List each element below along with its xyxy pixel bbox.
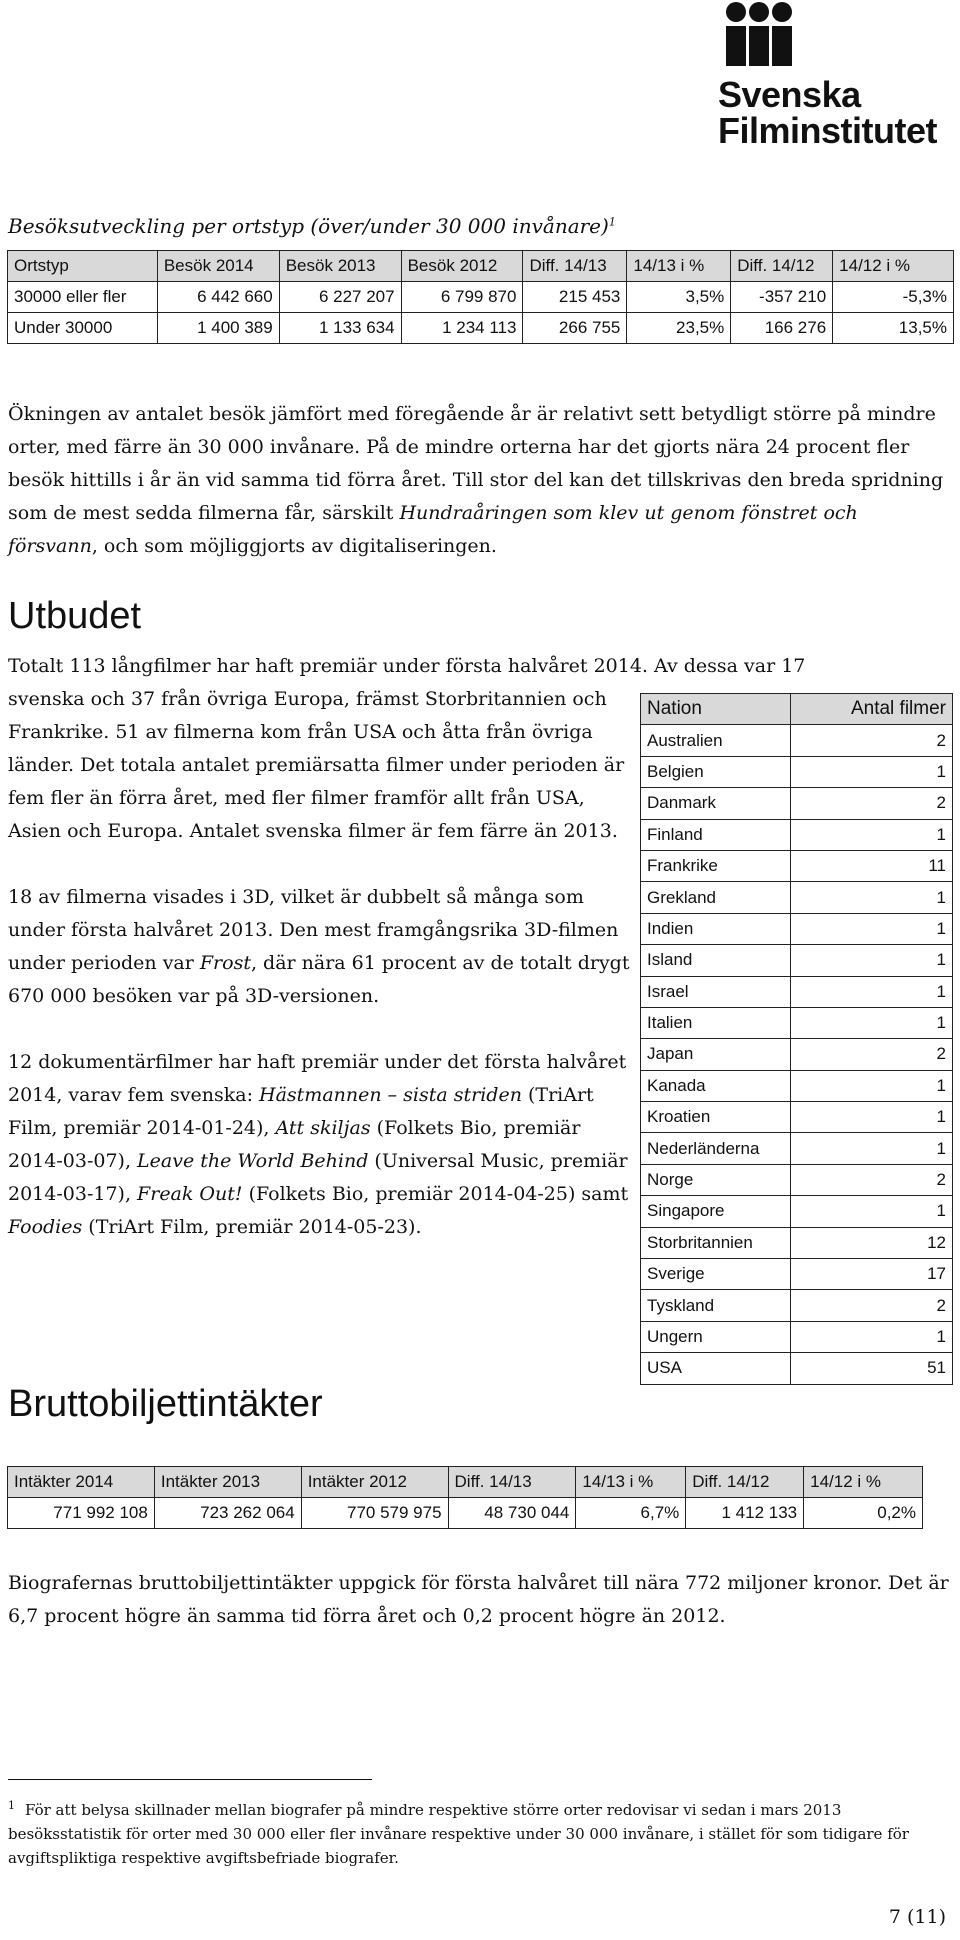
table-row — [641, 976, 953, 1007]
para1-text-a: Ökningen av antalet besök jämfört med föregående år är relativt sett betydligt större på mindre orter, med färre än 30 000 invånare. På de mindre orterna har det gjorts nära 24 procent fler besök hittills i år än vid samma tid förra året. Till stor del kan det tillskrivas den breda spridning som de mest sedda filmerna får, särskilt — [8, 403, 944, 524]
table-row — [641, 1321, 953, 1352]
visits-paragraph — [8, 398, 953, 563]
column-header: Intäkter 2013 — [154, 1467, 301, 1498]
table-row — [641, 1102, 953, 1133]
table-cell: 771 992 108 — [8, 1498, 155, 1529]
logo-mark-icon — [724, 2, 794, 68]
table-cell: 166 276 — [731, 313, 833, 344]
visits-table — [7, 250, 954, 344]
column-header: Nation — [641, 694, 791, 725]
nation-name: Nederländerna — [641, 1133, 791, 1164]
text-segment: (TriArt Film, premiär 2014-05-23). — [82, 1216, 422, 1238]
table-row — [641, 1039, 953, 1070]
column-header: 14/13 i % — [576, 1467, 686, 1498]
utbudet-column — [8, 683, 636, 1244]
film-count: 1 — [790, 1070, 952, 1101]
nation-table — [640, 693, 953, 1385]
table-cell: -357 210 — [731, 282, 833, 313]
film-count: 1 — [790, 1196, 952, 1227]
nation-name: Danmark — [641, 788, 791, 819]
table-cell: 0,2% — [804, 1498, 923, 1529]
table-row — [641, 756, 953, 787]
nation-name: Singapore — [641, 1196, 791, 1227]
column-header: Intäkter 2014 — [8, 1467, 155, 1498]
table-cell: 215 453 — [523, 282, 627, 313]
p2-text-b: , där nära 61 procent av de totalt drygt 670 000 besöken var på 3D-versionen. — [8, 952, 630, 1007]
text-segment: (TriArt Film, premiär 2014-01-24), — [8, 1084, 594, 1139]
nation-name: Indien — [641, 913, 791, 944]
nation-name: Belgien — [641, 756, 791, 787]
table-row — [641, 1290, 953, 1321]
film-title: Att skiljas — [275, 1117, 371, 1139]
table-row — [641, 850, 953, 881]
table-cell: 23,5% — [627, 313, 731, 344]
film-title: Freak Out! — [137, 1183, 243, 1205]
text-segment: (Universal Music, premiär 2014-03-17), — [8, 1150, 628, 1205]
brutto-paragraph — [8, 1567, 953, 1633]
film-count: 2 — [790, 725, 952, 756]
table-row — [641, 1070, 953, 1101]
table-cell: 1 400 389 — [157, 313, 279, 344]
nation-name: Japan — [641, 1039, 791, 1070]
table-row — [641, 1353, 953, 1384]
section-heading-utbudet: Utbudet — [8, 595, 142, 637]
nation-name: Storbritannien — [641, 1227, 791, 1258]
brutto-table — [7, 1466, 923, 1529]
nation-name: Norge — [641, 1164, 791, 1195]
utbudet-intro-line — [8, 650, 953, 683]
table-row — [641, 1259, 953, 1290]
text-segment: (Folkets Bio, premiär 2014-03-07), — [8, 1117, 581, 1172]
film-count: 11 — [790, 850, 952, 881]
film-count: 12 — [790, 1227, 952, 1258]
table-row — [641, 788, 953, 819]
film-count: 51 — [790, 1353, 952, 1384]
section-heading-brutto: Bruttobiljettintäkter — [8, 1383, 323, 1425]
footnote-ref: 1 — [608, 215, 616, 229]
footnote-text: För att belysa skillnader mellan biografer på mindre respektive större orter redovisar vi sedan i mars 2013 besöksstatistik för orter med 30 000 eller fler invånare respektive under 30 000 invånare, i stället för som tidigare för avgiftspliktiga respektive avgiftsbefriade biografer. — [8, 1801, 909, 1867]
table-cell: 1 412 133 — [686, 1498, 804, 1529]
footnote-mark: 1 — [8, 1799, 15, 1812]
table-row — [641, 882, 953, 913]
footnote — [8, 1794, 953, 1870]
table-row — [641, 1196, 953, 1227]
table-cell: 1 234 113 — [401, 313, 523, 344]
nation-name: Kanada — [641, 1070, 791, 1101]
intro-text: Totalt 113 långfilmer har haft premiär under första halvåret 2014. Av dessa var 17 — [8, 655, 806, 677]
table-cell: 723 262 064 — [154, 1498, 301, 1529]
utbudet-paragraph-3 — [8, 1046, 636, 1244]
column-header: Besök 2013 — [279, 251, 401, 282]
column-header: Besök 2012 — [401, 251, 523, 282]
logo-text-line2: Filminstitutet — [718, 110, 937, 151]
table-cell: 6,7% — [576, 1498, 686, 1529]
utbudet-paragraph-1: svenska och 37 från övriga Europa, främst Storbritannien och Frankrike. 51 av filmerna kom från USA och åtta från övriga länder. Det totala antalet premiärsatta filmer under perioden är fem fler än förra året, med fler filmer framför allt från USA, Asien och Europa. Antalet svenska filmer är fem färre än 2013. — [8, 688, 625, 842]
nation-name: Sverige — [641, 1259, 791, 1290]
table-row — [8, 313, 954, 344]
p2-text-a: 18 av filmerna visades i 3D, vilket är dubbelt så många som under första halvåret 2013. Den mest framgångsrika 3D-filmen under perioden var — [8, 886, 619, 974]
visits-table-caption — [8, 214, 616, 238]
film-count: 17 — [790, 1259, 952, 1290]
table-row — [641, 913, 953, 944]
para1-text-b: , och som möjliggjorts av digitaliseringen. — [91, 535, 497, 557]
nation-name: Finland — [641, 819, 791, 850]
table-row — [8, 282, 954, 313]
table-cell: 6 799 870 — [401, 282, 523, 313]
table-cell: 3,5% — [627, 282, 731, 313]
table-cell: 266 755 — [523, 313, 627, 344]
caption-text: Besöksutveckling per ortstyp (över/under 30 000 invånare) — [8, 214, 609, 238]
film-count: 2 — [790, 1039, 952, 1070]
table-cell: 6 442 660 — [157, 282, 279, 313]
svenska-filminstitutet-logo — [718, 0, 960, 160]
text-segment: (Folkets Bio, premiär 2014-04-25) samt — [242, 1183, 629, 1205]
film-count: 1 — [790, 756, 952, 787]
nation-name: Island — [641, 945, 791, 976]
table-row — [8, 1498, 923, 1529]
column-header: 14/12 i % — [804, 1467, 923, 1498]
column-header: 14/12 i % — [833, 251, 954, 282]
film-count: 2 — [790, 1290, 952, 1321]
table-cell: 30000 eller fler — [8, 282, 158, 313]
film-count: 1 — [790, 1321, 952, 1352]
column-header: Besök 2014 — [157, 251, 279, 282]
nation-name: Israel — [641, 976, 791, 1007]
brutto-text: Biografernas bruttobiljettintäkter uppgick för första halvåret till nära 772 miljoner kronor. Det är 6,7 procent högre än samma tid förra året och 0,2 procent högre än 2012. — [8, 1572, 949, 1627]
film-count: 1 — [790, 1133, 952, 1164]
table-cell: 6 227 207 — [279, 282, 401, 313]
film-count: 2 — [790, 1164, 952, 1195]
nation-name: Ungern — [641, 1321, 791, 1352]
nation-name: Kroatien — [641, 1102, 791, 1133]
logo-text-line1: Svenska — [718, 74, 861, 115]
column-header: Antal filmer — [790, 694, 952, 725]
film-count: 1 — [790, 1007, 952, 1038]
nation-name: Australien — [641, 725, 791, 756]
film-count: 1 — [790, 913, 952, 944]
film-count: 1 — [790, 819, 952, 850]
footnote-divider — [8, 1779, 372, 1780]
nation-name: Frankrike — [641, 850, 791, 881]
column-header: Diff. 14/12 — [731, 251, 833, 282]
p2-film-title: Frost — [199, 952, 251, 974]
table-row — [641, 1227, 953, 1258]
column-header: Diff. 14/13 — [523, 251, 627, 282]
nation-name: Grekland — [641, 882, 791, 913]
table-header-row — [8, 1467, 923, 1498]
table-row — [641, 1164, 953, 1195]
film-count: 1 — [790, 1102, 952, 1133]
utbudet-paragraph-2 — [8, 881, 636, 1013]
nation-name: Italien — [641, 1007, 791, 1038]
nation-name: Tyskland — [641, 1290, 791, 1321]
table-cell: 1 133 634 — [279, 313, 401, 344]
film-title: Hästmannen – sista striden — [259, 1084, 522, 1106]
column-header: Diff. 14/12 — [686, 1467, 804, 1498]
table-cell: 48 730 044 — [448, 1498, 576, 1529]
table-cell: 770 579 975 — [301, 1498, 448, 1529]
table-row — [641, 1007, 953, 1038]
film-count: 1 — [790, 976, 952, 1007]
film-count: 1 — [790, 882, 952, 913]
film-count: 2 — [790, 788, 952, 819]
table-row — [641, 945, 953, 976]
page-number: 7 (11) — [888, 1906, 946, 1928]
table-header-row — [641, 694, 953, 725]
table-row — [641, 819, 953, 850]
table-header-row — [8, 251, 954, 282]
film-title: Leave the World Behind — [137, 1150, 369, 1172]
table-cell: -5,3% — [833, 282, 954, 313]
column-header: 14/13 i % — [627, 251, 731, 282]
table-row — [641, 725, 953, 756]
table-cell: Under 30000 — [8, 313, 158, 344]
text-segment: 12 dokumentärfilmer har haft premiär under det första halvåret 2014, varav fem svenska: — [8, 1051, 627, 1106]
table-cell: 13,5% — [833, 313, 954, 344]
para1-film-title: Hundraåringen som klev ut genom fönstret och försvann — [8, 502, 858, 557]
column-header: Ortstyp — [8, 251, 158, 282]
nation-name: USA — [641, 1353, 791, 1384]
column-header: Intäkter 2012 — [301, 1467, 448, 1498]
table-row — [641, 1133, 953, 1164]
film-count: 1 — [790, 945, 952, 976]
column-header: Diff. 14/13 — [448, 1467, 576, 1498]
film-title: Foodies — [8, 1216, 83, 1238]
